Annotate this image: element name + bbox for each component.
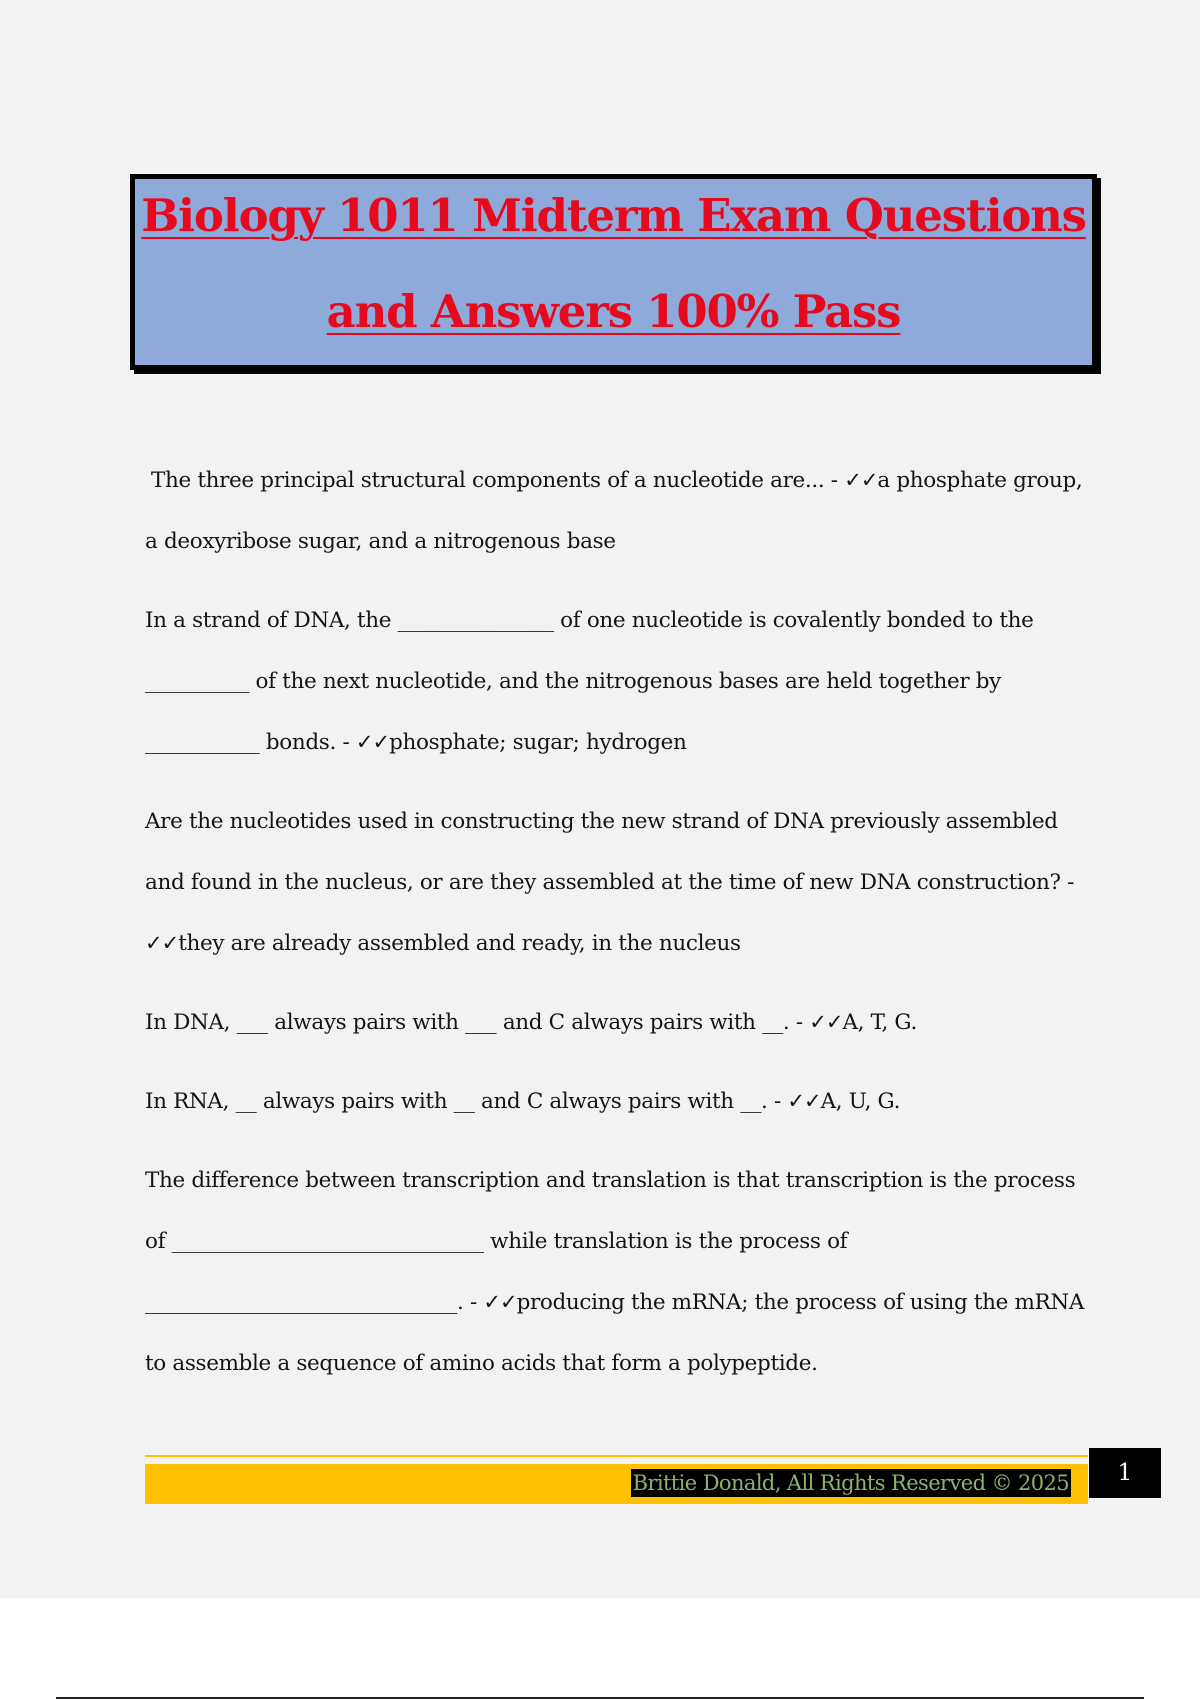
qa-item xyxy=(145,791,1095,974)
question-text: In DNA, ___ always pairs with ___ and C always pairs with __. - xyxy=(145,1010,810,1035)
page-number: 1 xyxy=(1089,1448,1161,1498)
answer-text: A, U, G. xyxy=(820,1089,901,1114)
qa-item xyxy=(145,992,1095,1053)
qa-list xyxy=(145,450,1095,1412)
question-text: In a strand of DNA, the _______________ of one nucleotide is covalently bonded to the __________ of the next nucleotide, and the nitrogenous bases are held together by ___________ bonds. - xyxy=(145,608,1034,755)
footer-copyright: Brittie Donald, All Rights Reserved © 2025 xyxy=(632,1471,1069,1495)
qa-item xyxy=(145,450,1095,572)
question-text: In RNA, __ always pairs with __ and C always pairs with __. - xyxy=(145,1089,788,1114)
checkmark-icon: ✓✓ xyxy=(355,730,390,754)
checkmark-icon: ✓✓ xyxy=(809,1010,843,1034)
question-text: The three principal structural components of a nucleotide are... - xyxy=(151,468,845,493)
answer-text: they are already assembled and ready, in the nucleus xyxy=(178,931,741,956)
checkmark-icon: ✓✓ xyxy=(145,931,179,955)
question-text: The difference between transcription and translation is that transcription is the process of ______________________________ while translation is the process of ______________________________. - xyxy=(145,1168,1076,1315)
answer-text: a phosphate group, a deoxyribose sugar, and a nitrogenous base xyxy=(145,468,1083,554)
title-line-2: and Answers 100% Pass xyxy=(326,285,901,338)
answer-text: producing the mRNA; the process of using the mRNA to assemble a sequence of amino acids that form a polypeptide. xyxy=(145,1290,1085,1376)
footer-rule xyxy=(145,1455,1088,1457)
qa-item xyxy=(145,1071,1095,1132)
page-divider xyxy=(56,1697,1144,1699)
footer-bar xyxy=(145,1464,1088,1504)
answer-text: A, T, G. xyxy=(842,1010,917,1035)
title-box xyxy=(130,174,1097,370)
checkmark-icon: ✓✓ xyxy=(787,1089,821,1113)
qa-item xyxy=(145,590,1095,773)
checkmark-icon: ✓✓ xyxy=(483,1290,517,1314)
qa-item xyxy=(145,1150,1095,1394)
checkmark-icon: ✓✓ xyxy=(844,468,878,492)
title-line-1: Biology 1011 Midterm Exam Questions xyxy=(141,189,1086,242)
answer-text: phosphate; sugar; hydrogen xyxy=(389,730,687,755)
question-text: Are the nucleotides used in constructing the new strand of DNA previously assembled and found in the nucleus, or are they assembled at the time of new DNA construction? - xyxy=(145,809,1075,895)
